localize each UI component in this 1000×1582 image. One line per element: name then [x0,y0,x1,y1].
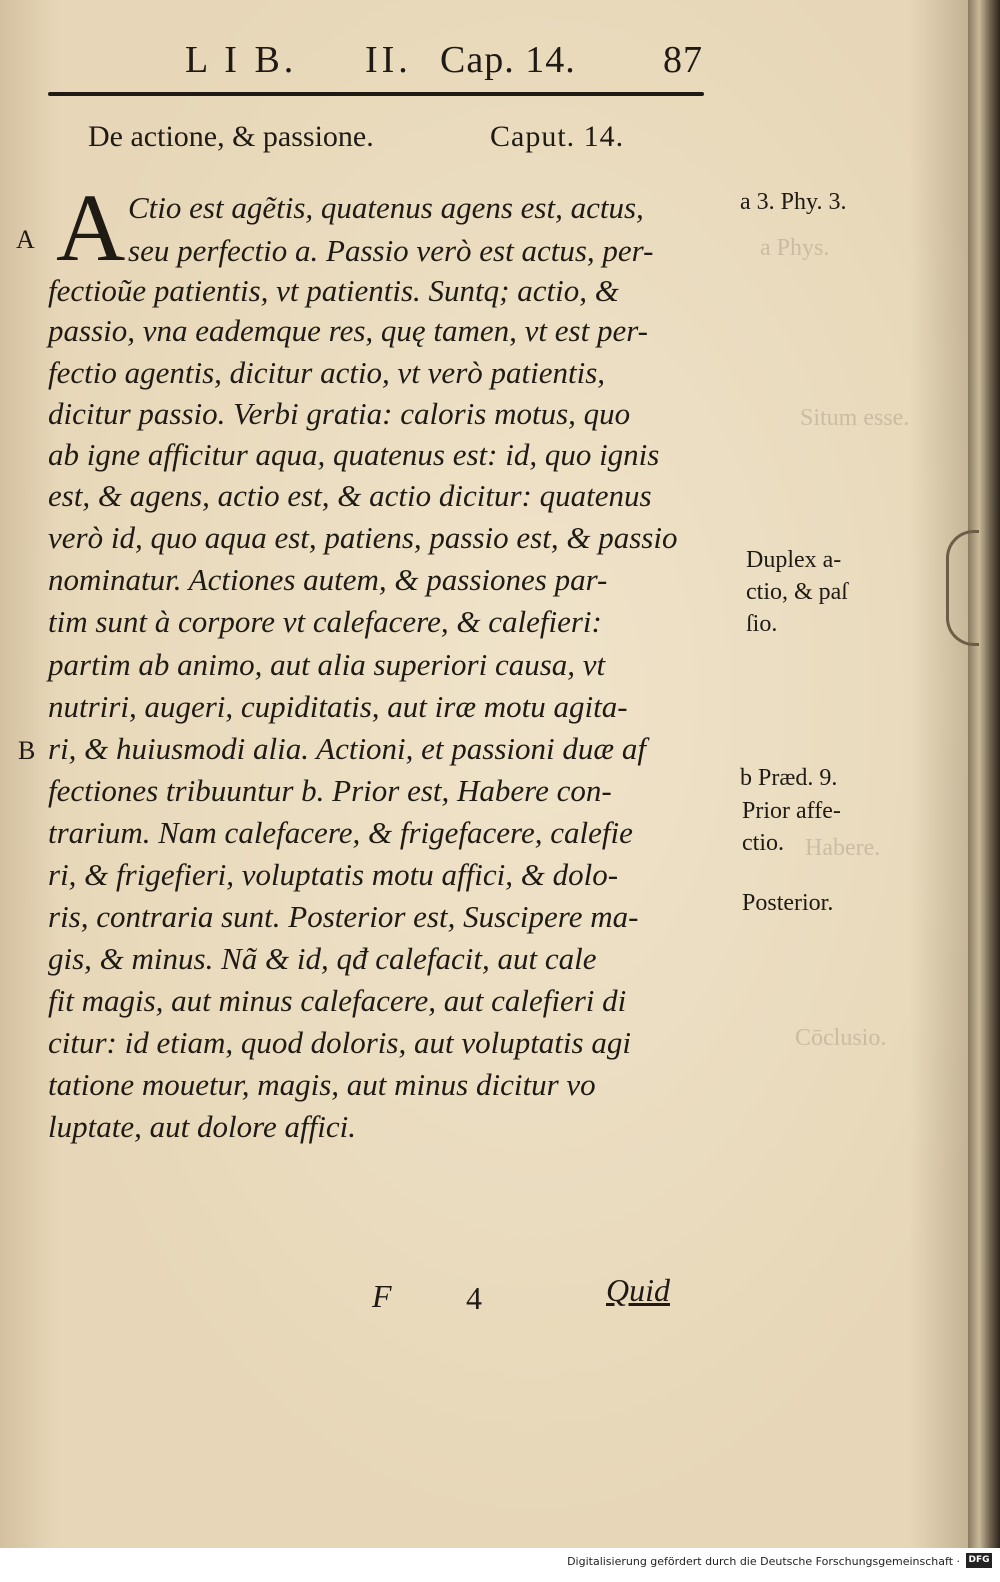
running-head-chapter: Cap. 14. [440,39,576,81]
body-line: ab igne afficitur aqua, quatenus est: id, quo ignis [48,437,660,472]
signature-mark: F [372,1278,392,1314]
body-line: seu perfectio a. Passio verò est actus, per- [128,233,654,268]
body-line: fectiones tribuuntur b. Prior est, Habere con- [48,773,612,808]
body-line: dicitur passio. Verbi gratia: caloris motus, quo [48,396,631,431]
body-line: citur: id etiam, quod doloris, aut voluptatis agi [48,1025,631,1060]
chapter-number: Caput. 14. [490,120,625,153]
margin-note-duplex: Duplex a- [746,547,842,573]
body-line: Ctio est agẽtis, quatenus agens est, actus, [128,190,644,225]
footer-credit: Digitalisierung gefördert durch die Deutsche Forschungsgemeinschaft · [567,1555,960,1568]
body-line: partim ab animo, aut alia superiori causa, vt [48,647,606,682]
page-edge [968,0,1000,1548]
show-through-text: a Phys. [760,235,830,261]
margin-note-ref-b: b Præd. 9. [740,765,838,791]
body-line: luptate, aut dolore affici. [48,1109,356,1144]
body-line: ri, & huiusmodi alia. Actioni, et passioni duæ af [48,731,646,766]
show-through-text: Habere. [805,835,881,861]
body-line: ris, contraria sunt. Posterior est, Suscipere ma- [48,899,639,934]
body-line: ri, & frigefieri, voluptatis motu affici, & dolo- [48,857,619,892]
body-line: gis, & minus. Nã & id, qđ calefacit, aut cale [48,941,597,976]
running-head-book: II. [365,39,412,81]
margin-note-prior: Prior affe- [742,798,841,824]
body-line: nutriri, augeri, cupiditatis, aut iræ motu agita- [48,689,628,724]
running-head-lib: L I B. [185,39,298,81]
page-clip-mark [946,530,979,646]
body-line: nominatur. Actiones autem, & passiones par- [48,562,608,597]
body-line: tatione mouetur, magis, aut minus dicitur vo [48,1067,596,1102]
show-through-text: Situm esse. [800,405,910,431]
page-number: 87 [663,39,703,81]
header-rule [48,92,704,96]
chapter-title: De actione, & passione. [88,120,374,153]
show-through-text: Cōclusio. [795,1025,887,1051]
margin-letter-a: A [16,225,35,254]
margin-letter-b: B [18,736,36,765]
body-line: verò id, quo aqua est, patiens, passio est, & passio [48,520,678,555]
body-line: trarium. Nam calefacere, & frigefacere, calefie [48,815,633,850]
body-line: fit magis, aut minus calefacere, aut calefieri di [48,983,627,1018]
drop-cap: A [56,174,126,281]
body-line: passio, vna eademque res, quę tamen, vt est per- [48,313,649,348]
margin-note-duplex: ſio. [746,611,778,637]
signature-number: 4 [466,1280,482,1316]
margin-note-ref-a: a 3. Phy. 3. [740,189,847,215]
margin-note-duplex: ctio, & paſ [746,579,848,605]
body-line: est, & agens, actio est, & actio dicitur: quatenus [48,478,652,513]
running-head [185,38,705,86]
body-line: fectioũe patientis, vt patientis. Suntq; actio, & [48,273,619,308]
body-line: fectio agentis, dicitur actio, vt verò patientis, [48,355,606,390]
margin-note-posterior: Posterior. [742,890,834,916]
margin-note-prior: ctio. [742,830,784,856]
catchword: Quid [606,1272,670,1308]
body-line: tim sunt à corpore vt calefacere, & calefieri: [48,604,602,639]
dfg-logo: DFG [966,1553,992,1568]
